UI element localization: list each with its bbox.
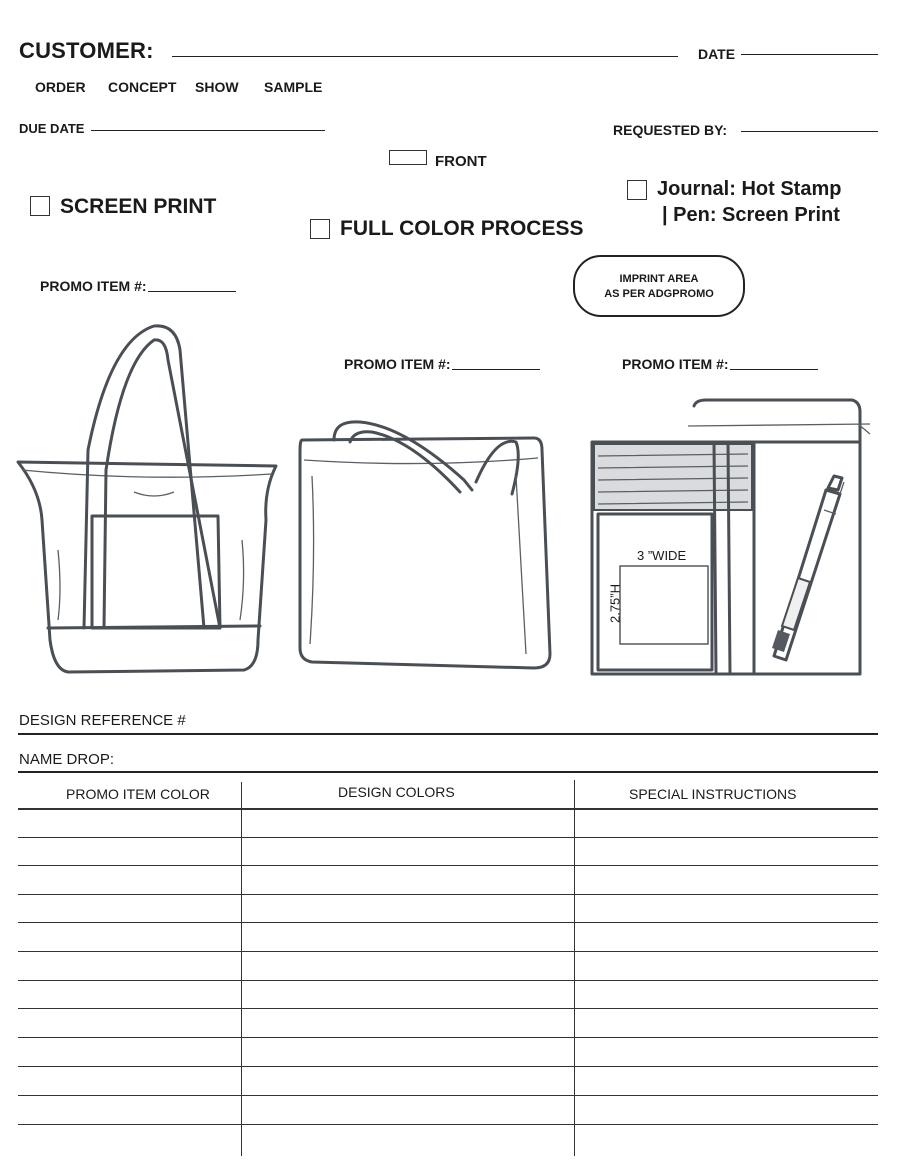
type-order[interactable]: ORDER	[35, 79, 86, 95]
promo-item-field-3[interactable]	[730, 369, 818, 370]
table-row[interactable]	[18, 1037, 878, 1038]
date-field[interactable]	[741, 54, 878, 55]
journal-pen-image	[588, 394, 874, 682]
col-design-colors: DESIGN COLORS	[338, 784, 455, 800]
imprint-line-2: AS PER ADGPROMO	[604, 288, 714, 300]
due-date-field[interactable]	[91, 130, 325, 131]
table-row[interactable]	[18, 1066, 878, 1067]
date-label: DATE	[698, 46, 736, 62]
col-promo-item-color: PROMO ITEM COLOR	[66, 786, 210, 802]
table-row[interactable]	[18, 1008, 878, 1009]
front-label: FRONT	[435, 153, 487, 170]
table-row[interactable]	[18, 1124, 878, 1125]
promo-item-label-2: PROMO ITEM #:	[344, 356, 451, 372]
screen-print-label: SCREEN PRINT	[60, 195, 217, 218]
table-row[interactable]	[18, 951, 878, 952]
imprint-line-1: IMPRINT AREA	[619, 273, 699, 285]
name-drop-label: NAME DROP:	[19, 751, 115, 768]
customer-field[interactable]	[172, 56, 678, 57]
requested-by-label: REQUESTED BY:	[613, 122, 728, 138]
front-checkbox[interactable]	[389, 150, 427, 165]
full-color-checkbox[interactable]	[310, 219, 330, 239]
promo-item-label-3: PROMO ITEM #:	[622, 356, 729, 372]
full-color-label: FULL COLOR PROCESS	[340, 217, 584, 240]
table-divider-1	[241, 782, 242, 1156]
col-special-instructions: SPECIAL INSTRUCTIONS	[629, 786, 797, 802]
promo-item-field-1[interactable]	[148, 291, 236, 292]
width-dimension: 3 ”WIDE	[637, 548, 687, 563]
journal-checkbox[interactable]	[627, 180, 647, 200]
table-row[interactable]	[18, 894, 878, 895]
due-date-label: DUE DATE	[19, 121, 85, 136]
table-row[interactable]	[18, 865, 878, 866]
table-row[interactable]	[18, 837, 878, 838]
table-row[interactable]	[18, 1095, 878, 1096]
journal-label-1: Journal: Hot Stamp	[657, 178, 842, 200]
design-reference-label: DESIGN REFERENCE #	[19, 712, 186, 729]
journal-label-2: | Pen: Screen Print	[662, 204, 840, 226]
type-concept[interactable]: CONCEPT	[108, 79, 177, 95]
type-sample[interactable]: SAMPLE	[264, 79, 323, 95]
imprint-area-badge	[573, 255, 745, 317]
promo-item-label-1: PROMO ITEM #:	[40, 278, 147, 294]
design-reference-field[interactable]	[18, 733, 878, 735]
type-show[interactable]: SHOW	[195, 79, 239, 95]
height-dimension: 2.75”H	[607, 583, 623, 624]
tote-bag-image	[14, 320, 282, 680]
screen-print-checkbox[interactable]	[30, 196, 50, 216]
requested-by-field[interactable]	[741, 131, 878, 132]
table-row[interactable]	[18, 980, 878, 981]
customer-label: CUSTOMER:	[19, 38, 154, 63]
promo-item-field-2[interactable]	[452, 369, 540, 370]
table-row[interactable]	[18, 922, 878, 923]
shoulder-bag-image	[294, 416, 556, 678]
table-header-rule	[18, 808, 878, 810]
name-drop-field[interactable]	[18, 771, 878, 773]
